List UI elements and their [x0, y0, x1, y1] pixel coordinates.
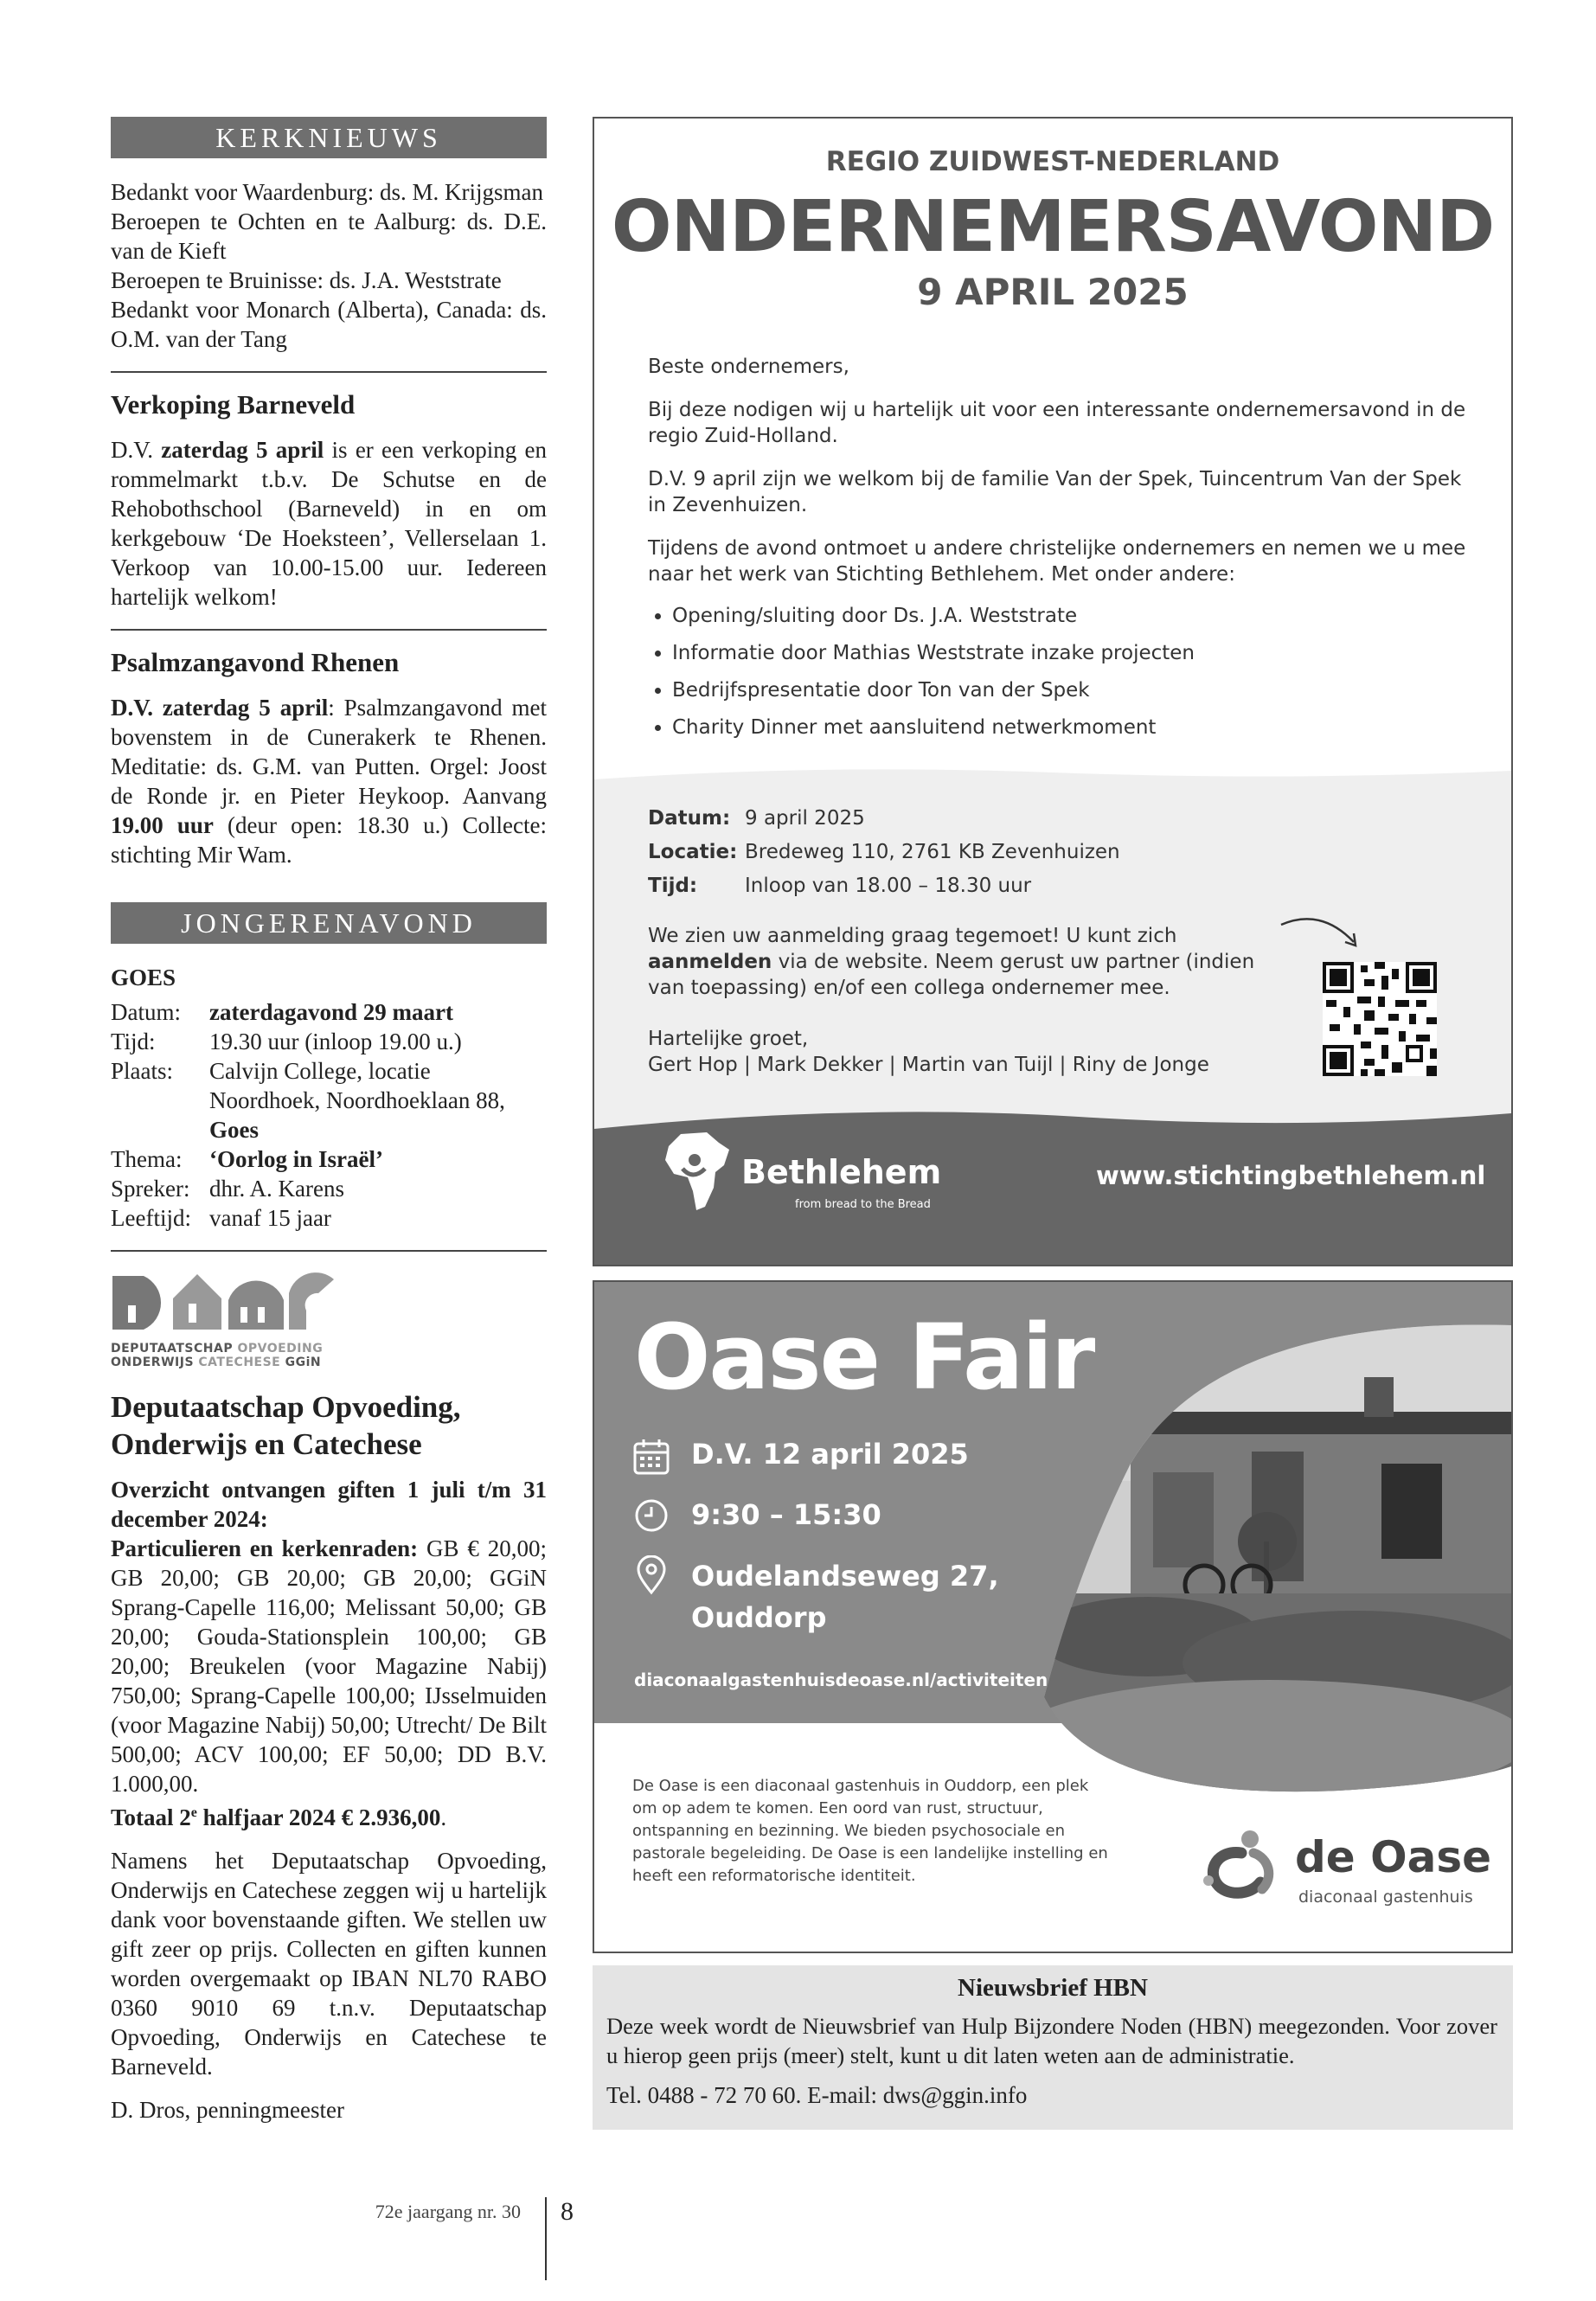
verkoping-body: [111, 435, 547, 612]
deputaatschap-thanks: Namens het Deputaatschap Opvoeding, Onderwijs en Catechese zeggen wij u hartelijk dank voor bovenstaande giften. We stellen uw gift zeer op prijs. Collecten en giften kunnen worden overgemaakt op IBAN NL70 RABO 0360 9010 69 t.n.v. Deputaatschap Opvoeding, Onderwijs en Catechese te Barneveld.: [111, 1848, 547, 2080]
logo-text: ONDERWIJS: [111, 1356, 195, 1369]
ad-locatie-value: Bredeweg 110, 2761 KB Zevenhuizen: [745, 841, 1120, 863]
kerknieuws-line: Bedankt voor Waardenburg: ds. M. Krijgsman: [111, 179, 544, 205]
verkoping-dv: D.V.: [111, 437, 154, 463]
thema-label: Thema:: [111, 1146, 183, 1172]
ad-paragraph: Tijdens de avond ontmoet u andere christelijke ondernemers en nemen we u mee naar het werk van Stichting Bethlehem. Met onder andere:: [648, 537, 1466, 586]
oase-logo-sub: diaconaal gastenhuis: [1298, 1888, 1473, 1907]
plaats-goes: Goes: [209, 1117, 259, 1143]
giften-text: GB € 20,00; GB 20,00; GB 20,00; GB 20,00; GGiN Sprang-Capelle 116,00; Melissant 50,00; GB 20,00; Gouda-Stationsplein 100,00; GB 20,00; Breukelen (voor Magazine Nabij) 750,00; Sprang-Capelle 100,00; IJsselmuiden (voor Magazine Nabij) 50,00; Utrecht/ De Bilt 500,00; ACV 100,00; EF 50,00; DD B.V. 1.000,00.: [111, 1535, 547, 1797]
kerknieuws-banner: KERKNIEUWS: [111, 117, 547, 158]
ad-date: 9 APRIL 2025: [917, 271, 1189, 313]
plaats-label: Plaats:: [111, 1058, 173, 1084]
hbn-body: Deze week wordt de Nieuwsbrief van Hulp Bijzondere Noden (HBN) meegezonden. Voor zover u hierop geen prijs (meer) stelt, kunt u dit laten weten aan de administratie.: [606, 2013, 1497, 2068]
ad-cta-bold: aanmelden: [648, 951, 772, 973]
clock-icon: [634, 1498, 669, 1533]
ad-tijd-value: Inloop van 18.00 – 18.30 uur: [745, 875, 1032, 897]
psalm-title: Psalmzangavond Rhenen: [111, 647, 400, 677]
ad-headline: ONDERNEMERSAVOND: [611, 186, 1495, 268]
deputaatschap-logo: [111, 1267, 547, 1369]
oase-url[interactable]: diaconaalgastenhuisdeoase.nl/activiteiten: [634, 1670, 1048, 1690]
kerknieuws-line: Bedankt voor Monarch (Alberta), Canada: ds. O.M. van der Tang: [111, 297, 547, 352]
ad-paragraph: Bij deze nodigen wij u hartelijk uit voor een interessante ondernemersavond in de regio Zuid-Holland.: [648, 399, 1466, 447]
africa-map-icon: [663, 1131, 733, 1214]
ad-bullet: • Informatie door Mathias Weststrate inzake projecten: [672, 635, 1470, 672]
ad-bullet: • Charity Dinner met aansluitend netwerkmoment: [672, 709, 1470, 747]
hbn-title: Nieuwsbrief HBN: [958, 1974, 1148, 2002]
oase-description: De Oase is een diaconaal gastenhuis in Ouddorp, een plek om op adem te komen. Een oord van rust, structuur, ontspanning en bezinning. We bieden psychosociale en pastorale begeleiding. De Oase is een landelijke instelling en heeft een reformatorische identiteit.: [632, 1777, 1108, 1885]
nieuwsbrief-hbn-box: [593, 1965, 1513, 2130]
plaats-value: Calvijn College, locatie Noordhoek, Noordhoeklaan 88,: [209, 1058, 505, 1113]
ad-datum-label: Datum:: [648, 807, 731, 830]
issue-label: 72e jaargang nr. 30: [375, 2201, 521, 2222]
ad-datum-value: 9 april 2025: [745, 807, 865, 830]
divider: [111, 629, 547, 631]
ad-event-details: [648, 802, 1120, 903]
page-number: 8: [561, 2197, 574, 2226]
ad-tijd-label: Tijd:: [648, 875, 698, 897]
totaal-end: .: [440, 1804, 447, 1830]
jongeren-banner: JONGERENAVOND: [111, 902, 547, 944]
bethlehem-logo: Bethlehem: [741, 1153, 942, 1191]
qr-code-icon[interactable]: [1323, 962, 1437, 1076]
giften-totaal: [111, 1798, 547, 1832]
oase-date: D.V. 12 april 2025: [691, 1438, 969, 1471]
ad-cta: [648, 923, 1288, 1001]
deputaatschap-signature: D. Dros, penningmeester: [111, 2097, 344, 2123]
datum-value: zaterdagavond 29 maart: [209, 999, 453, 1025]
ad-bullet: • Bedrijfspresentatie door Ton van der Spek: [672, 672, 1470, 709]
totaal-a: Totaal 2: [111, 1804, 191, 1830]
hbn-contact: Tel. 0488 - 72 70 60. E-mail: dws@ggin.info: [606, 2082, 1028, 2108]
ad-names: Gert Hop | Mark Dekker | Martin van Tuijl | Riny de Jonge: [648, 1054, 1209, 1076]
footer-divider: [545, 2197, 547, 2280]
oase-address: [691, 1555, 999, 1638]
jongeren-details: [111, 997, 547, 1233]
bethlehem-url[interactable]: www.stichtingbethlehem.nl: [1096, 1161, 1486, 1190]
oase-address-line: Oudelandseweg 27,: [691, 1560, 999, 1593]
leeftijd-label: Leeftijd:: [111, 1205, 191, 1231]
thema-value: ‘Oorlog in Israël’: [209, 1146, 383, 1172]
logo-text: GGiN: [285, 1356, 322, 1369]
ad-letter: [648, 354, 1470, 747]
tijd-label: Tijd:: [111, 1029, 156, 1054]
ad-locatie-label: Locatie:: [648, 841, 738, 863]
oase-fair-ad: [593, 1280, 1513, 1953]
oase-logo-name: de Oase: [1295, 1832, 1492, 1882]
kerknieuws-line: Beroepen te Ochten en te Aalburg: ds. D.E. van de Kieft: [111, 208, 547, 264]
spreker-label: Spreker:: [111, 1176, 190, 1202]
giften-list: [111, 1534, 547, 1798]
ad-cta-text: We zien uw aanmelding graag tegemoet! U kunt zich: [648, 925, 1177, 947]
psalm-text-2: (deur open: 18.30 u.) Collecte: stichting Mir Wam.: [111, 812, 547, 868]
psalm-time: 19.00 uur: [111, 812, 214, 838]
bethlehem-tagline: from bread to the Bread: [795, 1198, 931, 1211]
calendar-icon: [632, 1438, 670, 1476]
jongeren-place: GOES: [111, 965, 176, 990]
oase-time: 9:30 – 15:30: [691, 1498, 881, 1531]
ad-paragraph: D.V. 9 april zijn we welkom bij de familie Van der Spek, Tuincentrum Van der Spek in Zevenhuizen.: [648, 468, 1462, 516]
left-column: [111, 117, 547, 2125]
verkoping-text: is er een verkoping en rommelmarkt t.b.v. De Schutse en de Rehobothschool (Barneveld) in en om kerkgebouw ‘De Hoeksteen’, Vellerselaan 1. Verkoop van 10.00-15.00 uur. Iedereen hartelijk welkom!: [111, 437, 547, 610]
location-pin-icon: [636, 1555, 667, 1595]
deputaatschap-title: Deputaatschap Opvoeding, Onderwijs en Catechese: [111, 1390, 461, 1461]
tijd-value: 19.30 uur (inloop 19.00 u.): [209, 1029, 462, 1054]
psalm-body: [111, 693, 547, 869]
spreker-value: dhr. A. Karens: [209, 1176, 344, 1202]
divider: [111, 1250, 547, 1252]
giften-overzicht: Overzicht ontvangen giften 1 juli t/m 31 december 2024:: [111, 1477, 547, 1532]
ad-region: REGIO ZUIDWEST-NEDERLAND: [825, 146, 1280, 177]
leeftijd-value: vanaf 15 jaar: [209, 1205, 331, 1231]
ad-signoff: [648, 1026, 1209, 1078]
datum-label: Datum:: [111, 999, 181, 1025]
kerknieuws-line: Beroepen te Bruinisse: ds. J.A. Weststrate: [111, 267, 502, 293]
oase-title: Oase Fair: [634, 1304, 1094, 1410]
verkoping-title: Verkoping Barneveld: [111, 389, 356, 420]
logo-text: CATECHESE: [198, 1356, 281, 1369]
totaal-b: halfjaar 2024 € 2.936,00: [202, 1804, 441, 1830]
ad-regards: Hartelijke groet,: [648, 1028, 809, 1050]
totaal-sup: e: [190, 1805, 197, 1820]
psalm-date: D.V. zaterdag 5 april: [111, 695, 329, 721]
psalm-text-1: : Psalmzangavond met bovenstem in de Cunerakerk te Rhenen. Meditatie: ds. G.M. van Putten. Orgel: Joost de Ronde jr. en Pieter Heykoop. Aanvang: [111, 695, 547, 809]
divider: [111, 371, 547, 373]
ad-greeting: Beste ondernemers,: [648, 356, 849, 378]
ad-bullet: • Opening/sluiting door Ds. J.A. Weststrate: [672, 598, 1470, 635]
page-footer: [329, 2197, 675, 2284]
oase-logo-icon: [1200, 1827, 1283, 1900]
kerknieuws-body: [111, 177, 547, 354]
oase-address-line: Ouddorp: [691, 1601, 827, 1634]
particulieren-label: Particulieren en kerkenraden:: [111, 1535, 419, 1561]
logo-text: DEPUTAATSCHAP: [111, 1342, 234, 1356]
ad-bullets: [648, 598, 1470, 747]
arrow-icon: [1278, 913, 1364, 956]
logo-text: OPVOEDING: [237, 1342, 324, 1356]
ondernemersavond-ad: [593, 117, 1513, 1266]
ad-cta-text: via de website. Neem gerust uw partner (indien van toepassing) en/of een collega ondernemer mee.: [648, 951, 1255, 999]
verkoping-date: zaterdag 5 april: [161, 437, 324, 463]
houses-logo-icon: [111, 1267, 336, 1331]
